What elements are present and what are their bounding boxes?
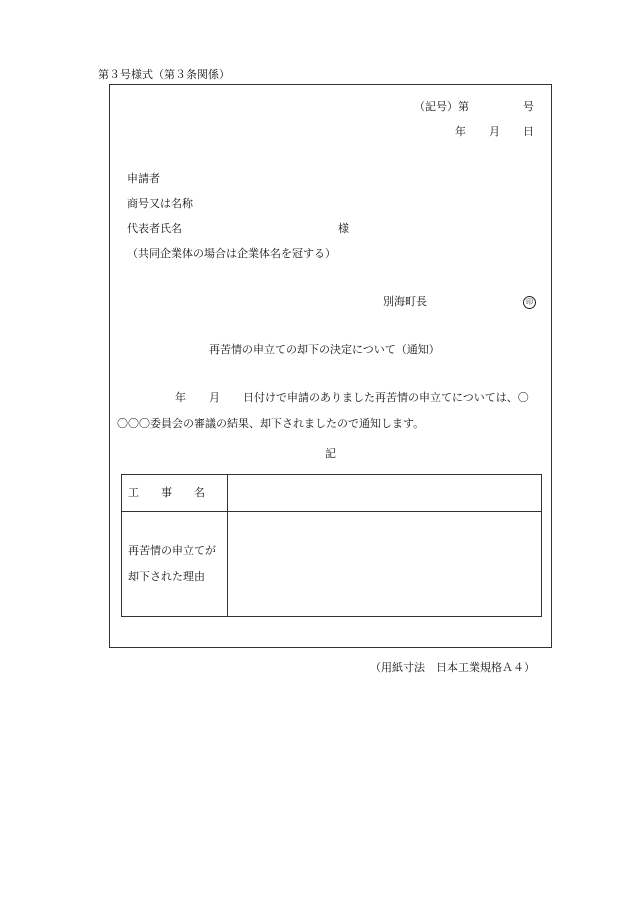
applicant-label: 申請者	[127, 172, 160, 185]
honorific-sama: 様	[338, 222, 349, 235]
rejection-reason-label-line1: 再苦情の申立てが	[128, 544, 216, 557]
construction-name-label: 工 事 名	[128, 486, 205, 499]
rejection-reason-label-cell	[122, 512, 228, 617]
joint-venture-note: （共同企業体の場合は企業体名を冠する）	[127, 247, 336, 260]
body-line2: 〇〇〇委員会の審議の結果、却下されましたので通知します。	[117, 417, 425, 430]
body-year: 年	[175, 391, 186, 404]
date-month-label: 月	[489, 125, 500, 138]
representative-label: 代表者氏名	[127, 222, 182, 235]
seal-icon: 印	[523, 296, 536, 309]
table-row	[122, 475, 542, 512]
issuer-title: 別海町長	[383, 295, 427, 308]
construction-name-label-cell	[122, 475, 228, 512]
body-month: 月	[209, 391, 220, 404]
date-day-label: 日	[523, 125, 534, 138]
body-line1: 日付けで申請のありました再苦情の申立てについては、〇	[243, 391, 529, 404]
paper-size-note: （用紙寸法 日本工業規格Ａ４）	[370, 661, 535, 674]
rejection-reason-label-line2: 却下された理由	[128, 570, 205, 583]
detail-table	[121, 474, 542, 617]
trade-name-label: 商号又は名称	[127, 197, 193, 210]
record-number-label: （記号）第	[414, 100, 469, 113]
form-header: 第３号様式（第３条関係）	[98, 68, 230, 81]
ki-heading: 記	[325, 447, 336, 460]
table-row	[122, 512, 542, 617]
construction-name-value	[228, 475, 542, 512]
record-number-suffix: 号	[523, 100, 534, 113]
document-title: 再苦情の申立ての却下の決定について（通知）	[209, 343, 440, 356]
seal-mark	[523, 295, 536, 309]
rejection-reason-value	[228, 512, 542, 617]
date-year-label: 年	[455, 125, 466, 138]
